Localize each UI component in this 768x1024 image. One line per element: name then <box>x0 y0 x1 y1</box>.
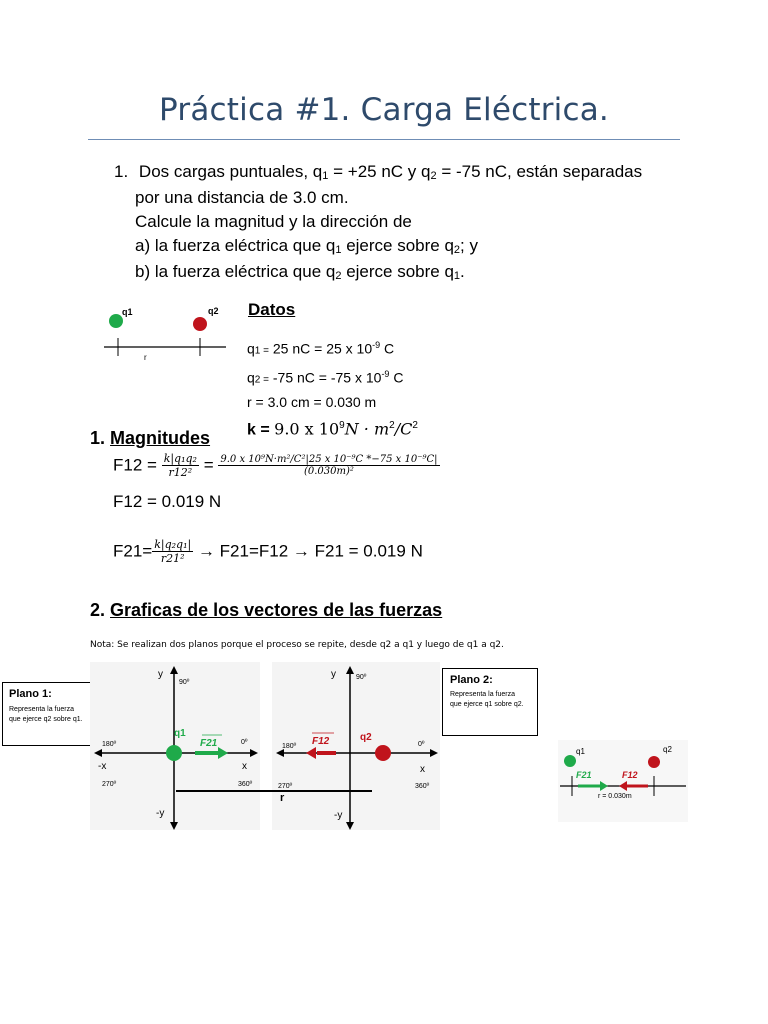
graph2-f12-label: F12 <box>312 736 330 747</box>
nota: Nota: Se realizan dos planos porque el proceso se repite, desde q2 a q1 y luego de q1 a q2. <box>90 640 504 650</box>
graph2-0-label: 0º <box>418 741 425 748</box>
f21-equation: F21= $\frac{\text{k|q₂q₁|}}{\text{r21²}}$ → F21=F12 → F21 = 0.019 N <box>113 538 423 565</box>
datos-k: k = 9.0 x $10^9N \cdot m^2/C^2$ <box>247 419 418 439</box>
graph2-x-label: x <box>420 764 425 775</box>
graph2-q2-charge <box>375 745 391 761</box>
datos-q2: q2 = -75 nC = -75 x $10^{-9}$ C <box>247 368 404 386</box>
graph2-180-label: 180º <box>282 743 297 750</box>
q1-charge <box>109 314 123 328</box>
f21-fraction: $\frac{\text{k|q₂q₁|}}{\text{r21²}}$ <box>154 538 192 565</box>
f12-equation: F12 = $\frac{\text{k|q₁q₂}}{\text{r12²}}$ = $\frac{\text{9.0 x 10⁹N·m²/C²|25 x 10⁻⁹C *−75 x 10⁻⁹C|}}{\text{(0.030m)²}}$ <box>113 452 438 479</box>
graph1-x-label: x <box>242 761 247 772</box>
page-title: Práctica #1. Carga Eléctrica. <box>159 92 609 128</box>
graph1-180-label: 180º <box>102 741 117 748</box>
forces-f21-label: F21 <box>576 770 592 780</box>
graph2-360-label: 360º <box>415 783 430 790</box>
forces-r-label: r = 0.030m <box>598 793 632 800</box>
datos-heading: Datos <box>248 300 296 319</box>
datos-q1: q1 = 25 nC = 25 x $10^{-9}$ C <box>247 340 395 357</box>
forces-q1-label: q1 <box>576 747 585 756</box>
graph1-270-label: 270º <box>102 781 117 788</box>
graph2-bg <box>272 662 440 830</box>
problem-line-5: b) la fuerza eléctrica que q2 ejerce sobre q1. <box>135 262 465 282</box>
graficas-heading: 2. Graficas de los vectores de las fuerzas <box>90 600 443 620</box>
graph2-90-label: 90º <box>356 674 367 681</box>
graph1-q1-label: q1 <box>174 728 186 739</box>
graph2-y-label: y <box>331 669 336 680</box>
graph1-90-label: 90º <box>179 679 190 686</box>
datos-r: r = 3.0 cm = 0.030 m <box>247 394 377 411</box>
forces-diagram <box>558 740 688 822</box>
f12-substitution: $\frac{\text{9.0 x 10⁹N·m²/C²|25 x 10⁻⁹C *−75 x 10⁻⁹C|}}{\text{(0.030m)²}}$ <box>220 454 438 477</box>
magnitudes-heading: 1. Magnitudes <box>90 428 211 448</box>
graph2-270-label: 270º <box>278 783 293 790</box>
forces-q2-label: q2 <box>663 745 672 754</box>
q1-label: q1 <box>122 307 133 317</box>
forces-f12-label: F12 <box>622 770 638 780</box>
graph1-negx-label: -x <box>98 761 107 772</box>
graph1 <box>90 662 260 830</box>
problem-line-4: a) la fuerza eléctrica que q1 ejerce sobre q2; y <box>135 236 478 256</box>
graph1-negy-label: -y <box>156 808 165 819</box>
datos-list <box>247 334 418 442</box>
charges-diagram <box>96 300 236 370</box>
forces-q2-charge <box>648 756 660 768</box>
graph1-0-label: 0º <box>241 739 248 746</box>
r-label: r <box>144 353 147 362</box>
graph2 <box>272 662 440 830</box>
problem-line-2: por una distancia de 3.0 cm. <box>135 188 349 207</box>
graph1-f21-label: F21 <box>200 738 218 749</box>
graph1-y-label: y <box>158 669 163 680</box>
title-divider <box>88 139 680 140</box>
graph1-q1-charge <box>166 745 182 761</box>
plano1-box: Plano 1: Representa la fuerza que ejerce q2 sobre q1. <box>2 682 96 746</box>
separation-line <box>176 790 372 792</box>
graph2-q2-label: q2 <box>360 732 372 743</box>
problem-line-1: 1. Dos cargas puntuales, q1 = +25 nC y q2 = -75 nC, están separadas <box>114 162 643 182</box>
q2-label: q2 <box>208 306 219 316</box>
forces-q1-charge <box>564 755 576 767</box>
plano2-title: Plano 2: <box>450 674 493 686</box>
separation-r-label: r <box>280 792 285 804</box>
problem-line-3: Calcule la magnitud y la dirección de <box>135 212 412 231</box>
plano1-title: Plano 1: <box>9 688 52 700</box>
f12-result: F12 = 0.019 N <box>113 492 222 511</box>
q2-charge <box>193 317 207 331</box>
graph1-360-label: 360º <box>238 781 253 788</box>
plano2-box: Plano 2: Representa la fuerza que ejerce q1 sobre q2. <box>442 668 538 736</box>
f12-fraction: $\frac{\text{k|q₁q₂}}{\text{r12²}}$ <box>163 452 197 479</box>
graph2-negy-label: -y <box>334 810 343 821</box>
problem-statement <box>114 160 674 286</box>
